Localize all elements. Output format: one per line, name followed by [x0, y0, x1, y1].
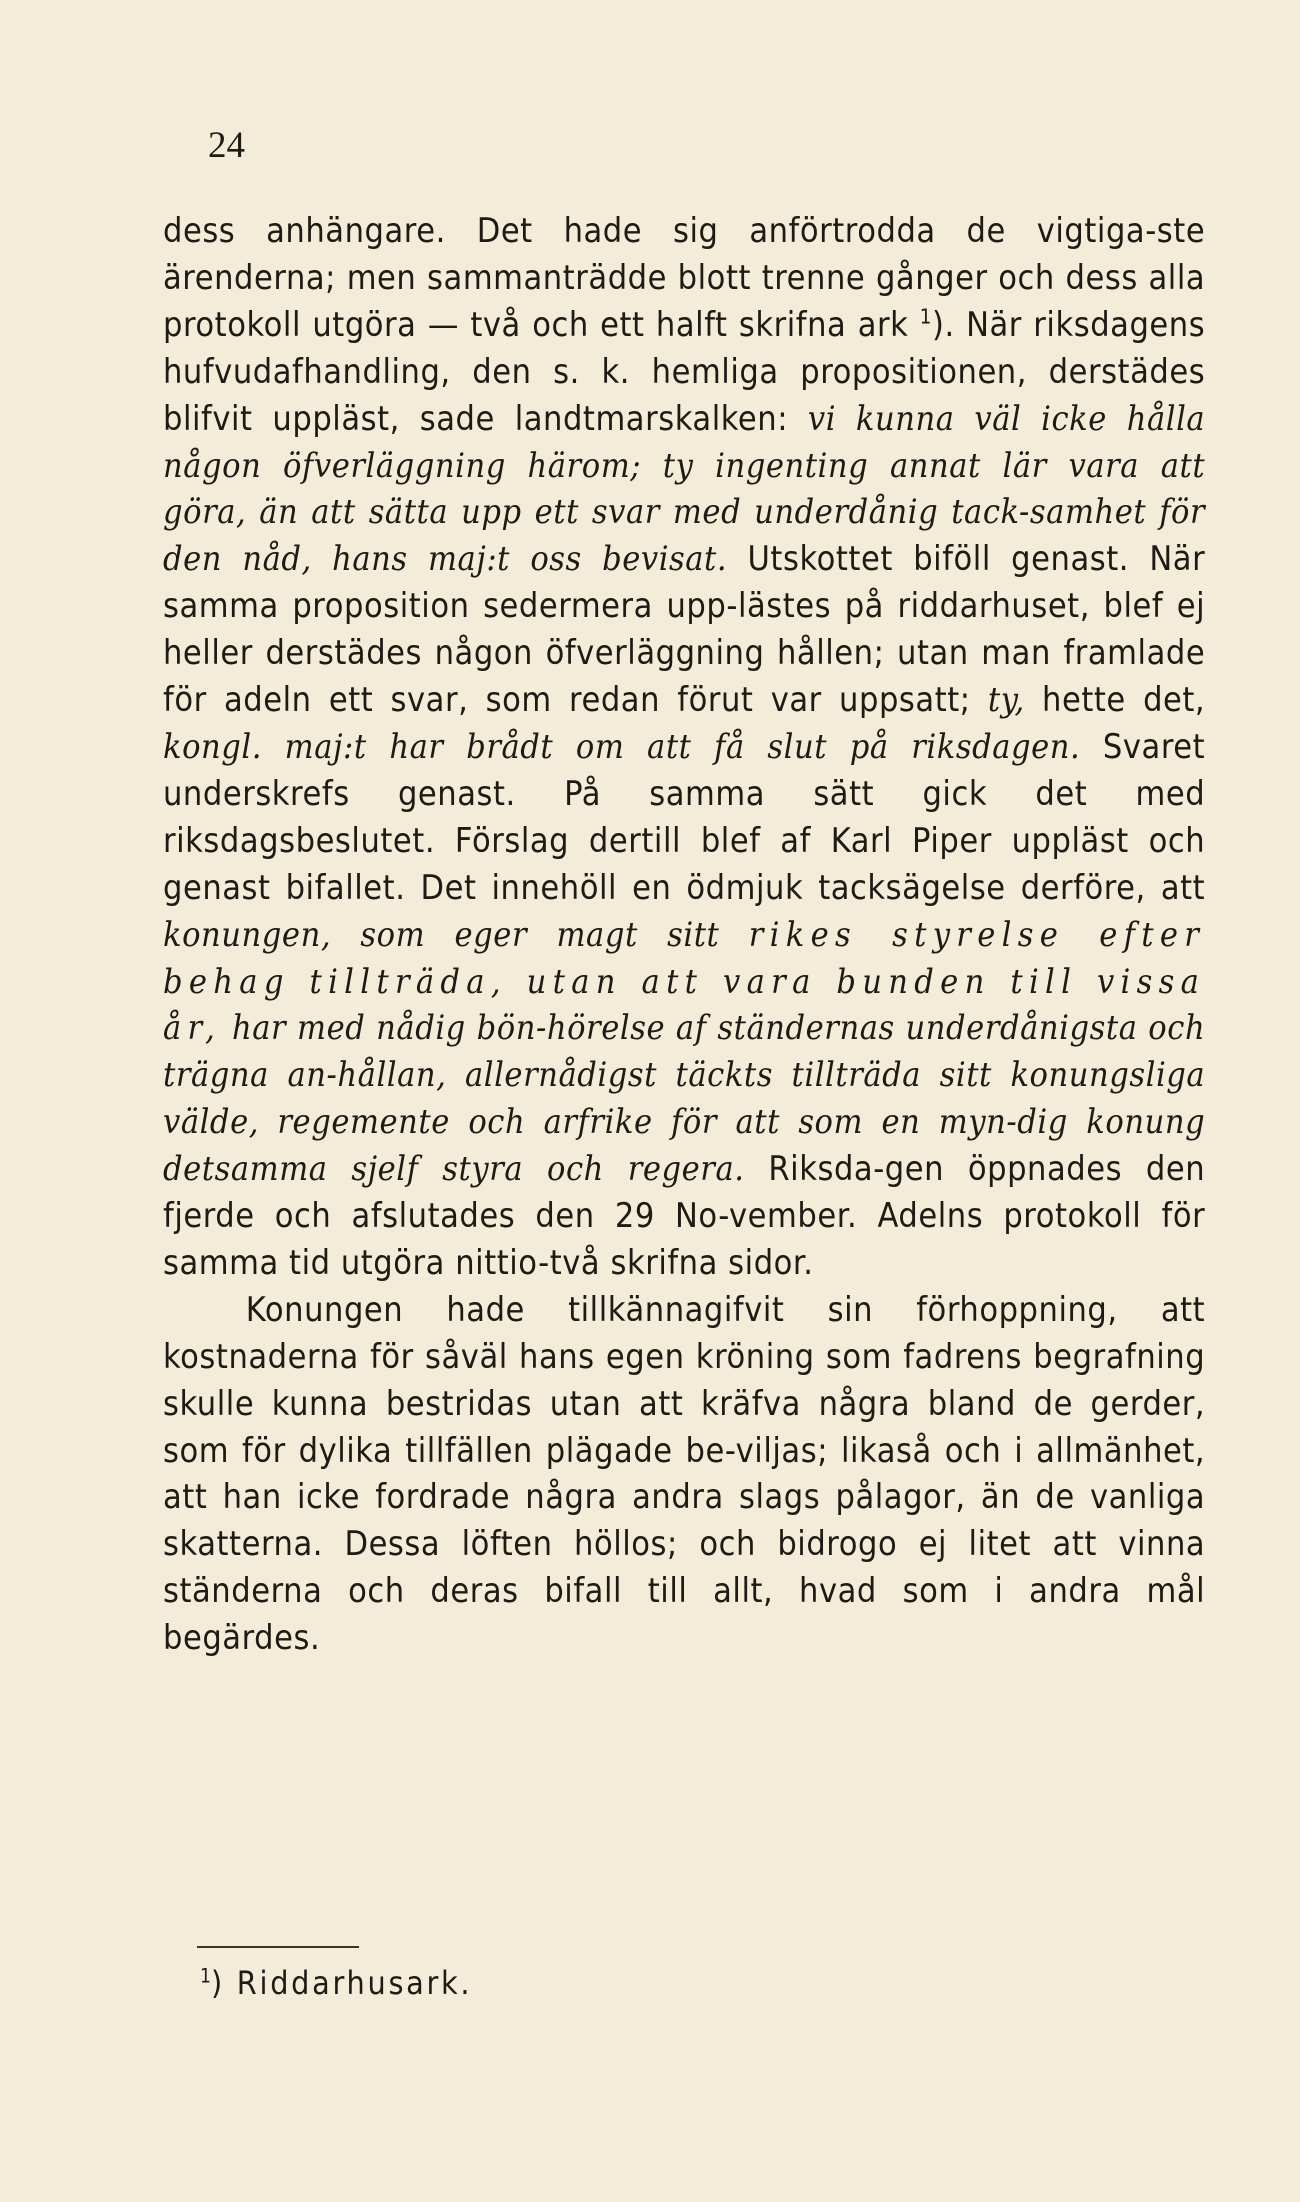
footnote: $^1$) Riddarhusark.: [200, 1964, 473, 2002]
paragraph-1: dess anhängare. Det hade sig anförtrodda de vigtiga-ste ärenderna; men sammanträdde blott trenne gånger och dess alla protokoll utgöra — två och ett halft skrifna ark $^1$). När riksdagens hufvudafhandling, den s. k. hemliga propositionen, derstädes blifvit uppläst, sade landtmarskalken: vi kunna väl icke hålla någon öfverläggning härom; ty ingenting annat lär vara att göra, än att sätta upp ett svar med underdånig tack-samhet för den nåd, hans maj:t oss bevisat. Utskottet biföll genast. När samma proposition sedermera upp-lästes på riddarhuset, blef ej heller derstädes någon öfverläggning hållen; utan man framlade för adeln ett svar, som redan förut var uppsatt; ty, hette det, kongl. maj:t har brådt om att få slut på riksdagen. Svaret underskrefs genast. På samma sätt gick det med riksdagsbeslutet. Förslag dertill blef af Karl Piper uppläst och genast bifallet. Det innehöll en ödmjuk tacksägelse derföre, att konungen, som eger magt sitt rikes styrelse efter behag tillträda, utan att vara bunden till vissa år, har med nådig bön-hörelse af ständernas underdånigsta och trägna an-hållan, allernådigst täckts tillträda sitt konungsliga välde, regemente och arfrike för att som en myn-dig konung detsamma sjelf styra och regera. Riksda-gen öppnades den fjerde och afslutades den 29 No-vember. Adelns protokoll för samma tid utgöra nittio-två skrifna sidor.: [163, 211, 1206, 1283]
footnote-rule: [197, 1946, 359, 1948]
footnote-ref: 1: [919, 304, 932, 329]
paragraph-2: Konungen hade tillkännagifvit sin förhoppning, att kostnaderna för såväl hans egen kröning som fadrens begrafning skulle kunna bestridas utan att kräfva några bland de gerder, som för dylika tillfällen plägade be-viljas; likaså och i allmänhet, att han icke fordrade några andra slags pålagor, än de vanliga skatterna. Dessa löften höllos; och bidrogo ej litet att vinna ständerna och deras bifall till allt, hvad som i andra mål begärdes.: [163, 1289, 1206, 1659]
quote-italic: vi kunna väl icke hålla någon öfverläggning härom; ty ingenting annat lär vara att göra, än att sätta upp ett svar med underdånig tack-samhet för den nåd, hans maj:t oss bevisat.: [163, 398, 1206, 580]
page-number: 24: [208, 125, 245, 166]
quote-italic: kongl. maj:t har brådt om att få slut på riksdagen.: [163, 726, 1081, 767]
spaced-italic: rikes styrelse efter behag tillträda, utan att vara bunden till vissa år,: [163, 914, 1206, 1049]
body-text: [163, 208, 1205, 1662]
